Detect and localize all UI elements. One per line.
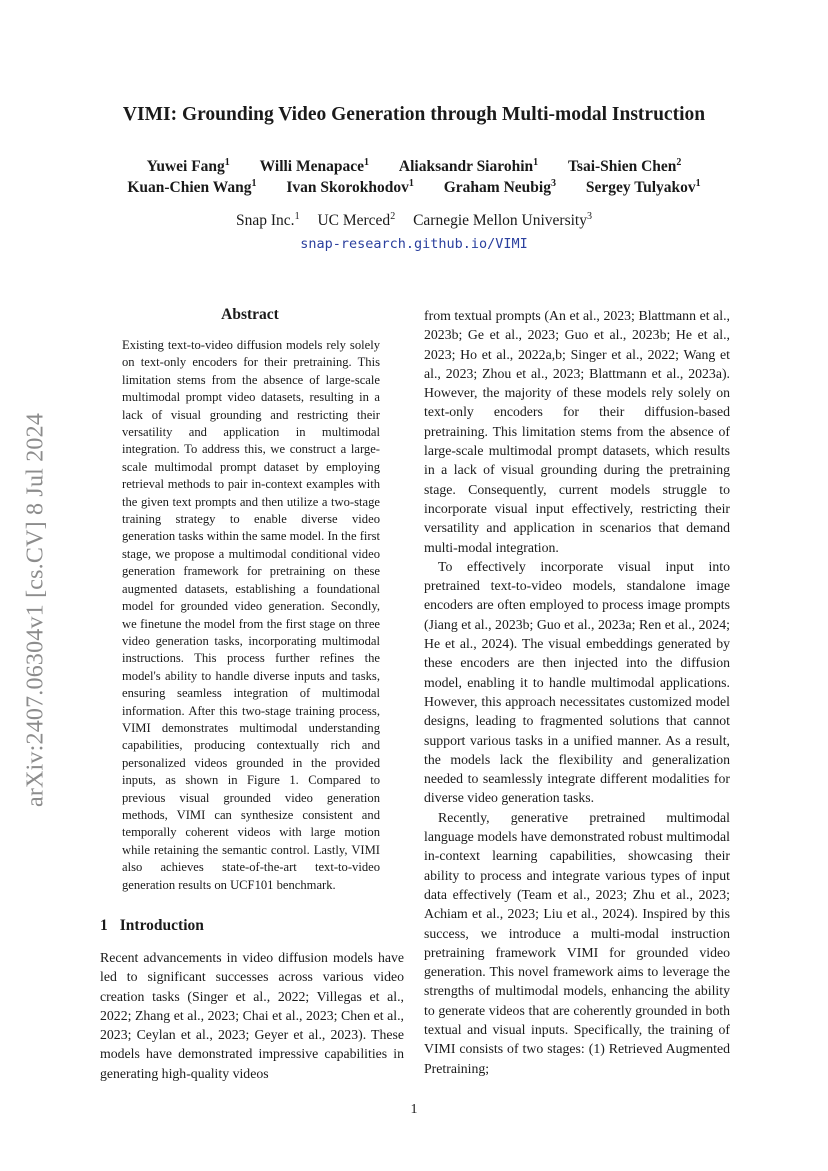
author-list-line-1 bbox=[0, 157, 828, 176]
author: Ivan Skorokhodov$^1$ bbox=[286, 178, 414, 197]
author-list-line-2 bbox=[0, 178, 828, 197]
introduction-paragraph-1-cont: from textual prompts (An et al., 2023; Blattmann et al., 2023b; Ge et al., 2023; Guo et al., 2023b; He et al., 2023; Ho et al., 2022a,b; Singer et al., 2022; Wang et al., 2023; Zhou et al., 2023; Blattmann et al., 2023a). However, the majority of these models rely solely on text-only encoders for their diffusion-based pretraining. This limitation stems from the absence of large-scale multimodal prompt datasets, which results in a lack of visual grounding during the pretraining stage. Consequently, current models struggle to incorporate visual input effectively, restricting their versatility and application in scenarios that demand multi-modal integration. bbox=[424, 308, 730, 555]
paper-title: VIMI: Grounding Video Generation through Multi-modal Instruction bbox=[122, 104, 706, 125]
author: Kuan-Chien Wang$^1$ bbox=[127, 178, 257, 197]
introduction-paragraph-1: Recent advancements in video diffusion models have led to significant successes across various video creation tasks (Singer et al., 2022; Villegas et al., 2022; Zhang et al., 2023; Chai et al., 2023; Chen et al., 2023; Ceylan et al., 2023; Geyer et al., 2023). These models have demonstrated impressive capabilities in generating high-quality videos bbox=[100, 950, 404, 1081]
abstract-text: Existing text-to-video diffusion models rely solely on text-only encoders for their pretraining. This limitation stems from the absence of large-scale multimodal prompt video datasets, resulting in a lack of visual grounding and restricting their versatility and application in multimodal integration. To address this, we construct a large-scale multimodal prompt dataset by employing retrieval methods to pair in-context examples with the given text prompts and then utilize a two-stage training strategy to enable diverse video generation tasks within the same model. In the first stage, we propose a multimodal conditional video generation framework for pretraining on these augmented datasets, establishing a foundational model for grounded video generation. Secondly, we finetune the model from the first stage on three video generation tasks, incorporating multimodal instructions. This process further refines the model's ability to handle diverse inputs and tasks, ensuring seamless integration of multimodal information. After this two-stage training process, VIMI demonstrates multimodal understanding capabilities, producing contextually rich and personalized videos grounded in the provided inputs, as shown in Figure 1. Compared to previous visual grounded video generation methods, VIMI can synthesize consistent and temporally coherent videos with large motion while retaining the semantic control. Lastly, VIMI also achieves state-of-the-art text-to-video generation results on UCF101 benchmark. bbox=[122, 338, 380, 892]
affiliation: UC Merced$^2$ bbox=[317, 211, 396, 230]
author: Sergey Tulyakov$^1$ bbox=[585, 178, 701, 197]
author: Yuwei Fang$^1$ bbox=[146, 157, 230, 176]
page-number: 1 bbox=[410, 1102, 418, 1117]
project-url-link[interactable]: snap-research.github.io/VIMI bbox=[300, 236, 528, 252]
section-title: Introduction bbox=[119, 917, 204, 934]
author: Graham Neubig$^3$ bbox=[443, 178, 556, 197]
introduction-paragraph-2: To effectively incorporate visual input into pretrained text-to-video models, standalone image encoders are often employed to process image prompts (Jiang et al., 2023b; Guo et al., 2023a; Ren et al., 2024; He et al., 2024). The visual embeddings generated by these encoders are then injected into the diffusion model, enabling it to handle multimodal applications. However, this approach necessitates customized model designs, leading to fragmented solutions that cannot support various tasks in a unified manner. As a result, the models lack the flexibility and generalization needed to seamlessly integrate different modalities for diverse video generation tasks. bbox=[424, 558, 730, 806]
affiliation: Carnegie Mellon University$^3$ bbox=[413, 211, 592, 230]
introduction-paragraph-3: Recently, generative pretrained multimodal language models have demonstrated robust multimodal in-context learning capabilities, showcasing their ability to process and integrate various types of input data effectively (Team et al., 2023; Zhu et al., 2023; Achiam et al., 2023; Liu et al., 2024). Inspired by this success, we introduce a multi-modal instruction pretraining framework VIMI for grounded video generation. This novel framework aims to leverage the strengths of multimodal models, enhancing the ability to generate videos that are coherently grounded in both textual and visual inputs. Specifically, the training of VIMI consists of two stages: (1) Retrieved Augmented Pretraining; bbox=[424, 809, 730, 1076]
author: Willi Menapace$^1$ bbox=[259, 157, 370, 176]
arxiv-id-text: arXiv:2407.06304v1 [cs.CV] 8 Jul 2024 bbox=[22, 412, 49, 808]
abstract-heading: Abstract bbox=[221, 306, 279, 323]
affiliations bbox=[0, 211, 828, 230]
arxiv-stamp bbox=[14, 380, 58, 840]
section-heading-introduction bbox=[100, 917, 204, 935]
author: Tsai-Shien Chen$^2$ bbox=[568, 157, 682, 176]
right-column bbox=[424, 306, 730, 1078]
author: Aliaksandr Siarohin$^1$ bbox=[398, 157, 539, 176]
affiliation: Snap Inc.$^1$ bbox=[236, 211, 300, 230]
section-number: 1 bbox=[100, 917, 108, 934]
